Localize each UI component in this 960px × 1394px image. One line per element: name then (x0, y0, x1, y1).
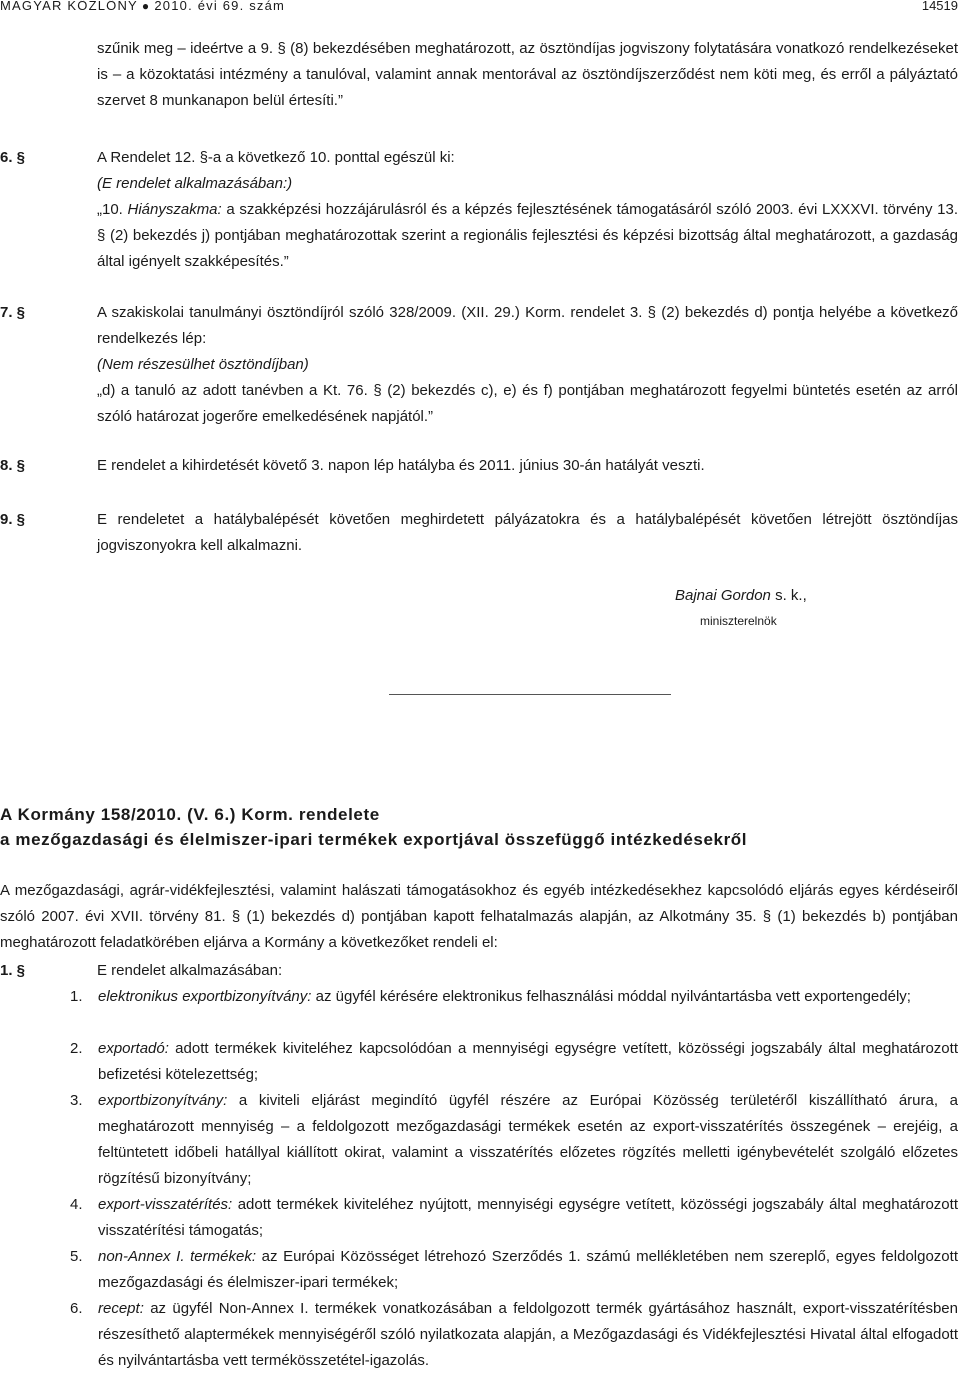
section-number: 9. § (0, 511, 26, 528)
defined-term: non-Annex I. termékek: (98, 1248, 256, 1265)
section-quote (97, 197, 958, 275)
decree-subtitle: a mezőgazdasági és élelmiszer-ipari termékek exportjával összefüggő intézkedésekről (0, 830, 748, 849)
page-header (0, 0, 960, 18)
defined-term: exportbizonyítvány: (98, 1092, 228, 1109)
item-body (98, 984, 958, 1010)
item-body (98, 1244, 958, 1296)
defined-term: export-visszatérítés: (98, 1196, 233, 1213)
defined-term: recept: (98, 1300, 144, 1317)
section-body (97, 300, 958, 430)
definition-item (70, 1244, 958, 1296)
signature-suffix: s. k., (770, 587, 807, 604)
item-text: adott termékek kiviteléhez nyújtott, mennyiségi egységre vetített, közösségi jogszabály által meghatározott visszatérítési támogatás; (98, 1196, 958, 1239)
item-text: az Európai Közösséget létrehozó Szerződés 1. számú mellékletében nem szereplő, egyes feldolgozott mezőgazdasági és élelmiszer-ipari termékek; (98, 1248, 958, 1291)
page-number: 14519 (921, 0, 958, 13)
item-text: az ügyfél kérésére elektronikus felhasználási móddal nyilvántartásba vett exportengedély; (311, 988, 911, 1005)
item-body (98, 1088, 958, 1192)
bullet-icon: ● (141, 0, 151, 13)
decree-preamble: A mezőgazdasági, agrár-vidékfejlesztési, valamint halászati támogatásokhoz és egyéb intézkedésekhez kapcsolódó eljárás egyes kérdéseiről szóló 2007. évi XVII. törvény 81. § (1) bekezdés d) pontjában kapott felhatalmazás alapján, az Alkotmány 35. § (1) bekezdés b) pontjában meghatározott feladatkörében eljárva a Kormány a következőket rendeli el: (0, 882, 958, 951)
item-text: adott termékek kiviteléhez kapcsolódóan a mennyiségi egységre vetített, közösségi jogszabály által meghatározott befizetési kötelezettség; (98, 1040, 958, 1083)
defined-term: exportadó: (98, 1040, 169, 1057)
item-body (98, 1192, 958, 1244)
section-number: 6. § (0, 149, 26, 166)
item-number: 3. (70, 1092, 83, 1109)
item-text: az ügyfél Non-Annex I. termékek vonatkozásában a feldolgozott termék gyártásához használt, export-visszatérítésben részesíthető alaptermékek mennyiségéről szóló nyilatkozata alapján, a Mezőgazdasági és Vidékfejlesztési Hivatal által elfogadott és nyilvántartásba vett termékösszetétel-igazolás. (98, 1300, 958, 1369)
quote-start: „10. (97, 201, 128, 218)
continuation-paragraph: szűnik meg – ideértve a 9. § (8) bekezdésében meghatározott, az ösztöndíjas jogviszony folytatására vonatkozó rendelkezéseket is – a közoktatási intézmény a tanulóval, valamint annak mentorával az ösztöndíjszerződést nem köti meg, és erről a pályáztató szervet 8 munkanapon belül értesíti.” (97, 40, 958, 109)
item-number: 1. (70, 988, 83, 1005)
section-body (97, 145, 958, 275)
item-number: 4. (70, 1196, 83, 1213)
separator-line (389, 694, 671, 695)
section-number: 7. § (0, 304, 26, 321)
section-text: A Rendelet 12. §-a a következő 10. ponttal egészül ki: (97, 149, 455, 166)
definition-item (70, 1036, 958, 1088)
section-text: E rendelet a kihirdetését követő 3. napon lép hatályba és 2011. június 30-án hatályát veszti. (97, 457, 705, 474)
item-text: a kiviteli eljárást megindító ügyfél részére az Európai Közösség területéről kiszállítható árura, a meghatározott mennyiség – a feldolgozott mezőgazdasági termékek esetén az export-visszatérítés összegének – erejéig, a feltüntetett időbeli hatállyal kiállított okirat, valamint a visszatérítés előzetes rögzítés melletti igénybevételét szolgáló előzetes rögzítésű bizonyítvány; (98, 1092, 958, 1187)
journal-header (0, 0, 285, 13)
section-number: 1. § (0, 962, 26, 979)
definition-item (70, 1296, 958, 1374)
section-intro: E rendelet alkalmazásában: (97, 962, 283, 979)
section-text: A szakiskolai tanulmányi ösztöndíjról szóló 328/2009. (XII. 29.) Korm. rendelet 3. § (2) bekezdés d) pontja helyébe a következő rendelkezés lép: (97, 304, 958, 347)
item-number: 5. (70, 1248, 83, 1265)
item-number: 6. (70, 1300, 83, 1317)
item-number: 2. (70, 1040, 83, 1057)
quote-text: a szakképzési hozzájárulásról és a képzés fejlesztésének támogatásáról szóló 2003. évi LXXXVI. törvény 13. § (2) bekezdés j) pontjában meghatározottak szerint a regionális fejlesztési és képzési bizottság által meghatározott, a gazdaság által igényelt szakképesítés.” (97, 201, 958, 270)
decree-title: A Kormány 158/2010. (V. 6.) Korm. rendelete (0, 805, 380, 824)
definition-item (70, 984, 958, 1010)
section-text: E rendeletet a hatálybalépését követően meghirdetett pályázatokra és a hatálybalépését követően létrejött ösztöndíjas jogviszonyokra kell alkalmazni. (97, 511, 958, 554)
section-context: (Nem részesülhet ösztöndíjban) (97, 356, 309, 373)
issue-label: 2010. évi 69. szám (154, 0, 286, 13)
signature (675, 587, 807, 604)
item-body (98, 1036, 958, 1088)
section-number: 8. § (0, 457, 26, 474)
section-context: (E rendelet alkalmazásában:) (97, 175, 293, 192)
defined-term: Hiányszakma: (127, 201, 222, 218)
definition-item (70, 1088, 958, 1192)
signatory-role: miniszterelnök (700, 614, 777, 628)
definition-item (70, 1192, 958, 1244)
section-quote: „d) a tanuló az adott tanévben a Kt. 76. § (2) bekezdés c), e) és f) pontjában meghatározott fegyelmi büntetés esetén az arról szóló határozat jogerőre emelkedésének napjától.” (97, 382, 958, 425)
item-body (98, 1296, 958, 1374)
defined-term: elektronikus exportbizonyítvány: (98, 988, 312, 1005)
journal-name: MAGYAR KÖZLÖNY (0, 0, 138, 13)
signatory-name: Bajnai Gordon (675, 587, 771, 604)
